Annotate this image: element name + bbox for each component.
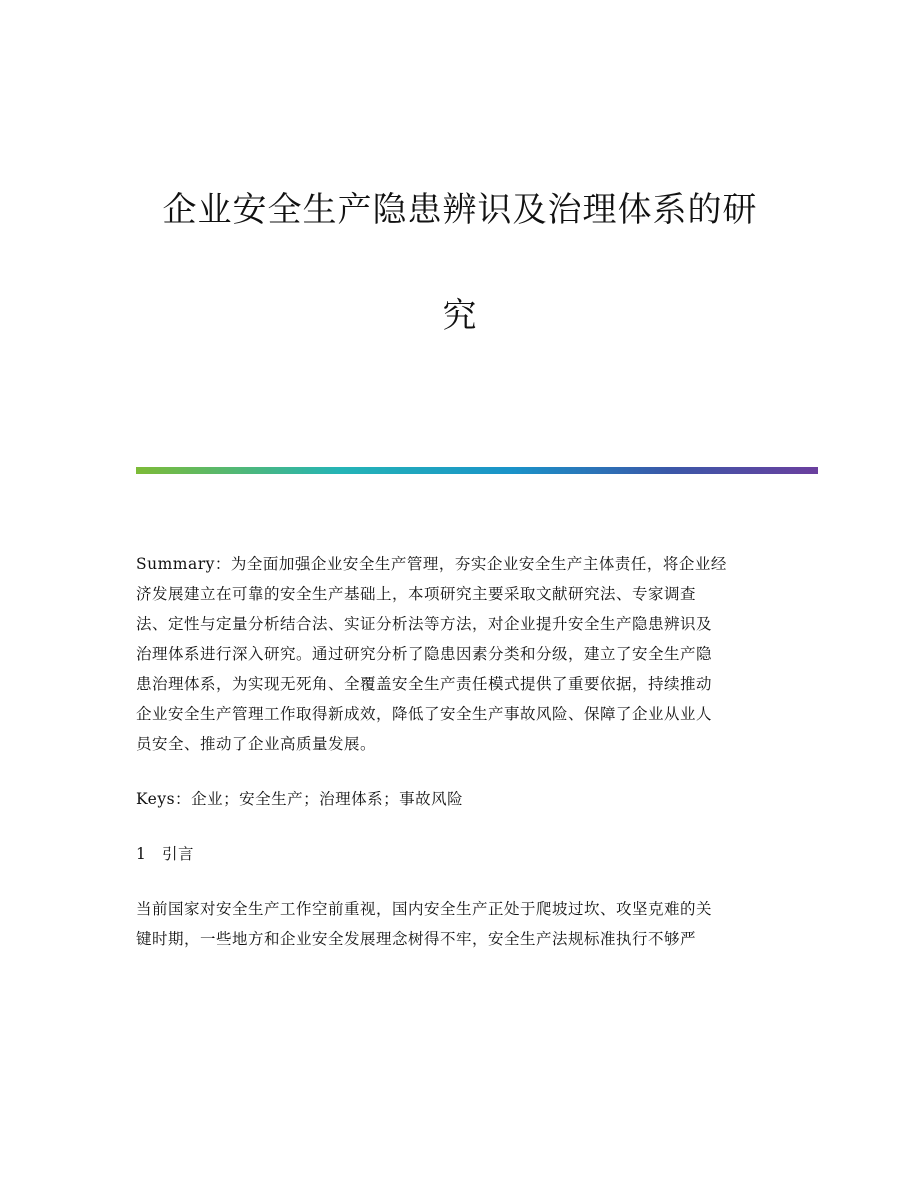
intro-line: 键时期，一些地方和企业安全发展理念树得不牢，安全生产法规标准执行不够严 <box>136 930 697 948</box>
summary-line: 法、定性与定量分析结合法、实证分析法等方法，对企业提升安全生产隐患辨识及 <box>136 615 713 633</box>
gradient-divider <box>136 467 818 474</box>
intro-line: 当前国家对安全生产工作空前重视，国内安全生产正处于爬坡过坎、攻坚克难的关 <box>136 900 713 918</box>
summary-label: Summary： <box>136 555 231 573</box>
title-line-1: 企业安全生产隐患辨识及治理体系的研 <box>162 190 758 230</box>
keywords-label: Keys： <box>136 790 192 808</box>
keywords-paragraph <box>136 784 786 814</box>
summary-line: 治理体系进行深入研究。通过研究分析了隐患因素分类和分级，建立了安全生产隐 <box>136 645 713 663</box>
summary-line: 患治理体系，为实现无死角、全覆盖安全生产责任模式提供了重要依据，持续推动 <box>136 675 713 693</box>
section-number: 1 <box>136 845 147 863</box>
section-title: 引言 <box>162 845 195 863</box>
title-line-2: 究 <box>442 296 478 336</box>
section-heading-intro <box>136 839 786 869</box>
document-title <box>136 185 784 397</box>
summary-paragraph <box>136 549 786 759</box>
document-body <box>136 549 786 954</box>
summary-line: 企业安全生产管理工作取得新成效，降低了安全生产事故风险、保障了企业从业人 <box>136 705 713 723</box>
keywords-text: 企业；安全生产；治理体系；事故风险 <box>191 790 464 808</box>
intro-paragraph <box>136 894 786 954</box>
summary-line: Summary：为全面加强企业安全生产管理，夯实企业安全生产主体责任，将企业经 <box>136 555 727 573</box>
summary-line: 济发展建立在可靠的安全生产基础上，本项研究主要采取文献研究法、专家调查 <box>136 585 697 603</box>
summary-line: 员安全、推动了企业高质量发展。 <box>136 735 377 753</box>
